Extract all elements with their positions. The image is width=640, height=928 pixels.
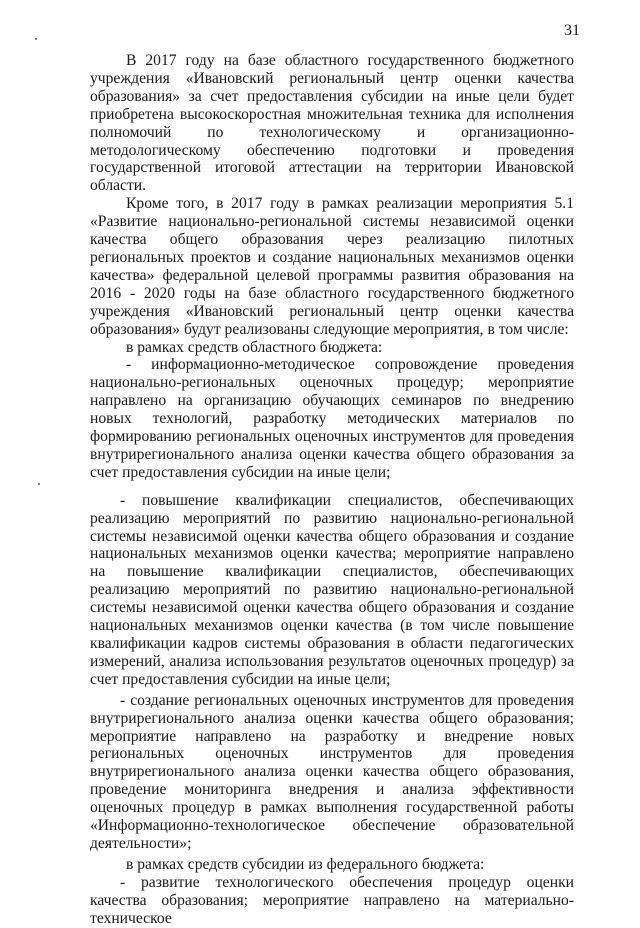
paragraph-equipment-purchase: В 2017 году на базе областного государственного бюджетного учреждения «Ивановский региональный центр оценки качества образования» за счет предоставления субсидии на иные цели будет приобретена высокоскоростная множительная техника для исполнения полномочий по технологическому и организационно-методологическому обеспечению подготовки и проведения государственной итоговой аттестации на территории Ивановской области. (90, 52, 574, 195)
list-item-qualification-improvement: - повышение квалификации специалистов, обеспечивающих реализацию мероприятий по развитию национально-региональной системы независимой оценки качества общего образования и создание национальных механизмов оценки качества; мероприятие направлено на повышение квалификации специалистов, обеспечивающих реализацию мероприятий по развитию национально-региональной системы независимой оценки качества общего образования и создание национальных механизмов оценки качества (в том числе повышение квалификации кадров системы образования в области педагогических измерений, анализа использования результатов оценочных процедур) за счет предоставления субсидии на иные цели; (90, 491, 574, 688)
list-item-technological-support: - развитие технологического обеспечения процедур оценки качества образования; мероприятие направлено на материально-техническое (90, 873, 574, 927)
list-item-regional-instruments: - создание региональных оценочных инструментов для проведения внутрирегионального анализа оценки качества общего образования; мероприятие направлено на разработку и внедрение новых региональных оценочных инструментов для проведения внутрирегионального анализа оценки качества общего образования, проведение мониторинга внедрения и анализа эффективности оценочных процедур в рамках выполнения государственной работы «Информационно-технологическое обеспечение образовательной деятельности»; (90, 691, 574, 852)
scan-speck (35, 38, 37, 40)
paragraph-measure-5-1: Кроме того, в 2017 году в рамках реализации мероприятия 5.1 «Развитие национально-региональной системы независимой оценки качества общего образования через реализацию пилотных региональных проектов и создание национальных механизмов оценки качества» федеральной целевой программы развития образования на 2016 - 2020 годы на базе областного государственного бюджетного учреждения «Ивановский региональный центр оценки качества образования» будут реализованы следующие мероприятия, в том числе: (90, 195, 574, 338)
federal-budget-heading: в рамках средств субсидии из федерального бюджета: (126, 855, 485, 873)
scan-speck (38, 483, 40, 485)
list-item-methodological-support: - информационно-методическое сопровождение проведения национально-региональных оценочных процедур; мероприятие направлено на организацию обучающих семинаров по внедрению новых технологий, разработку методических материалов по формированию региональных оценочных инструментов для проведения внутрирегионального анализа оценки качества общего образования за счет предоставления субсидии на иные цели; (90, 356, 574, 481)
document-body (90, 52, 574, 928)
page-number: 31 (564, 22, 580, 39)
regional-budget-heading: в рамках средств областного бюджета: (126, 338, 383, 356)
